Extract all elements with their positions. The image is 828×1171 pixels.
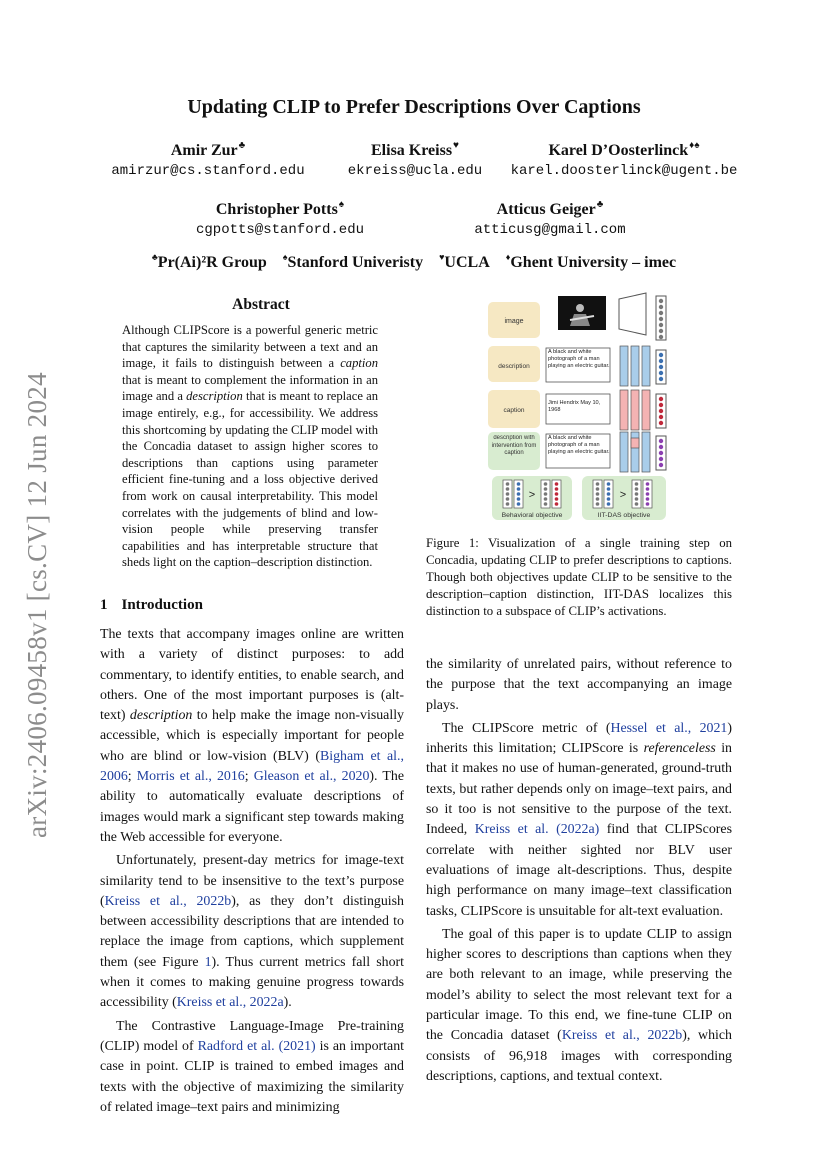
author-block: [330, 136, 500, 181]
abstract-emphasis: caption: [340, 356, 378, 371]
affiliation: [152, 254, 267, 271]
citation-link[interactable]: Kreiss et al. (2022a): [474, 822, 600, 838]
author-email[interactable]: karel.doosterlinck@ugent.be: [510, 163, 738, 179]
text-run: The texts that accompany images online are written with a variety of distinct purposes: to add commentary, to identify entities, to enable search, and others. One of the most important purposes is (alt-text): [100, 627, 404, 724]
citation-link[interactable]: Kreiss et al., 2022a: [176, 995, 284, 1011]
row-text: Jimi Hendrix May 10, 1968: [548, 400, 601, 413]
row-text: A black and white photograph of a man playing an electric guitar.: [548, 435, 610, 455]
citation-link[interactable]: Kreiss et al., 2022b: [561, 1028, 683, 1044]
citation-link[interactable]: Hessel et al., 2021: [610, 720, 728, 736]
author-mark: ♣: [596, 199, 604, 210]
affiliation: [439, 254, 490, 271]
text-run: ).: [283, 995, 292, 1011]
author-email[interactable]: atticusg@gmail.com: [474, 222, 626, 238]
figure-1: [486, 290, 672, 522]
encoder-layer: [631, 346, 639, 386]
author-block: [180, 195, 380, 240]
author-mark: ♦♠: [689, 140, 700, 151]
arxiv-stamp: arXiv:2406.09458v1 [cs.CV] 12 Jun 2024: [22, 372, 52, 838]
encoder-layer: [642, 390, 650, 430]
text-run: ) inherits this limitation; CLIPScore is: [426, 720, 732, 757]
author-email[interactable]: ekreiss@ucla.edu: [347, 163, 483, 179]
figure-ref-link[interactable]: 1: [204, 954, 212, 970]
encoder-layer: [631, 390, 639, 430]
abstract-emphasis: description: [186, 389, 243, 404]
row-label: description: [498, 363, 530, 370]
author-block: [450, 195, 650, 240]
paragraph: [100, 625, 404, 848]
text-run: ), which consists of 96,918 images with corresponding descriptions, captions, and textual context.: [426, 1028, 732, 1084]
author-mark: ♣: [238, 140, 246, 151]
abstract-text: [122, 322, 378, 571]
author-name: Karel D’Oosterlinck: [548, 142, 689, 159]
encoder-layer: [642, 432, 650, 472]
text-run: ). The ability to automatically evaluate descriptions of images would mark a significant step towards making the Web accessible for everyone.: [100, 769, 404, 845]
citation-link[interactable]: Morris et al., 2016: [136, 769, 245, 785]
affiliation-mark: ♥: [439, 252, 445, 262]
paragraph: [426, 719, 732, 922]
paragraph: [100, 1017, 404, 1118]
left-column: [100, 625, 404, 1118]
right-column: [426, 655, 732, 1087]
author-mark: ♠: [338, 199, 345, 210]
author-block: [500, 136, 748, 181]
author-block: [108, 136, 308, 181]
text-emphasis: referenceless: [643, 741, 716, 757]
row-label: image: [504, 318, 524, 325]
row-label: description with intervention from caption: [491, 435, 537, 457]
text-run: to help make the image non-visually accessible, which is especially important for people who are blind or low-vision (BLV) (: [100, 708, 404, 764]
encoder-layer: [642, 346, 650, 386]
text-emphasis: description: [129, 708, 193, 724]
affiliation: [283, 254, 423, 271]
affiliation-name: Stanford Univeristy: [287, 254, 424, 271]
text-run: in that it makes no use of human-generated, ground-truth texts, but rather depends only on image–text pairs, and so it too is not sensitive to the purpose of the text. Indeed,: [426, 741, 733, 838]
author-email[interactable]: amirzur@cs.stanford.edu: [111, 163, 305, 179]
text-run: ;: [127, 769, 137, 785]
text-run: ;: [244, 769, 254, 785]
paragraph: [426, 925, 732, 1087]
citation-link[interactable]: Radford et al. (2021): [197, 1038, 316, 1054]
citation-link[interactable]: Kreiss et al., 2022b: [104, 893, 232, 909]
objective-label: Behavioral objective: [501, 512, 563, 519]
figure-caption: Figure 1: Visualization of a single training step on Concadia, updating CLIP to prefer descriptions to captions. Though both objectives update CLIP to be sensitive to the description–caption distinction, IIT-DAS localizes this distinction to a subspace of CLIP’s activations.: [426, 536, 732, 618]
text-run: is an important case in point. CLIP is trained to embed images and texts with the objective of maximizing the similarity of related image–text pairs and minimizing: [100, 1038, 405, 1115]
section-title: Introduction: [121, 597, 203, 613]
affiliation: [506, 254, 676, 271]
paragraph: [100, 851, 404, 1013]
affiliations: [0, 252, 828, 272]
section-number: 1: [100, 597, 108, 613]
author-name: Christopher Potts: [215, 201, 338, 218]
affiliation-mark: ♠: [282, 252, 288, 262]
intervention-patch: [631, 438, 639, 448]
author-name: Amir Zur: [170, 142, 238, 159]
citation-link[interactable]: Gleason et al., 2020: [253, 769, 370, 785]
abstract-heading: Abstract: [232, 296, 290, 313]
affiliation-mark: ♣: [151, 252, 158, 262]
encoder-layer: [620, 432, 628, 472]
encoder-layer: [620, 390, 628, 430]
comparator: >: [528, 489, 536, 501]
paper-title: Updating CLIP to Prefer Descriptions Over Captions: [187, 96, 641, 118]
objective-label: IIT-DAS objective: [597, 512, 651, 519]
section-heading: [100, 597, 203, 614]
image-encoder: [619, 293, 646, 335]
encoder-layer: [620, 346, 628, 386]
author-email[interactable]: cgpotts@stanford.edu: [195, 222, 365, 238]
abstract-run: that is meant to complement the information in an image and a: [122, 372, 378, 404]
author-name: Elisa Kreiss: [371, 142, 453, 159]
paragraph: the similarity of unrelated pairs, without reference to the purpose that the text accompanying an image plays.: [426, 657, 732, 713]
row-text: A black and white photograph of a man playing an electric guitar.: [548, 349, 610, 369]
text-run: Unfortunately, present-day metrics for image-text similarity tend to be insensitive to the text’s purpose (: [100, 853, 404, 909]
affiliation-name: UCLA: [444, 254, 490, 271]
author-mark: ♥: [453, 140, 459, 151]
text-run: find that CLIPScores correlate with neither sighted nor BLV user evaluations of image alt-descriptions. Thus, despite high performance on many image–text classification tasks, CLIPScore is unsuitable for alt-text evaluation.: [426, 822, 732, 919]
text-run: The CLIPScore metric of (: [442, 720, 611, 736]
comparator: >: [619, 489, 627, 501]
text-run: ). Thus current metrics fall short when it comes to making genuine progress towards accessibility (: [100, 954, 404, 1011]
abstract-run: Although CLIPScore is a powerful generic metric that captures the similarity between a text and an image, it fails to distinguish between a: [122, 323, 378, 371]
affiliation-name: Pr(Ai)²R Group: [157, 254, 267, 271]
text-run: The goal of this paper is to update CLIP to assign higher scores to descriptions than captions when they are both relevant to an image, while preserving the model’s ability to select the most relevant text for a particular image. To this end, we fine-tune CLIP on the Concadia dataset (: [426, 926, 732, 1044]
affiliation-name: Ghent University – imec: [510, 254, 677, 271]
text-run: The Contrastive Language-Image Pre-training (CLIP) model of: [100, 1018, 404, 1054]
author-name: Atticus Geiger: [496, 201, 596, 218]
affiliation-mark: ♦: [505, 252, 511, 262]
row-label: caption: [503, 407, 525, 414]
abstract-run: that is meant to replace an image entirely, e.g., for accessibility. We address this shortcoming by updating the CLIP model with the Concadia dataset to assign higher scores to descriptions than captions using parameter efficient fine-tuning and a loss objective derived from work on causal interpretability. This model correlates with the judgements of blind and low-vision people while preserving transfer capabilities and has interpretable structure that sheds light on the caption–description distinction.: [122, 389, 378, 570]
text-run: ), as they don’t distinguish between accessibility descriptions that are intended to replace the image from captions, which supplement them (see Figure: [100, 893, 404, 970]
citation-link[interactable]: Bigham et al., 2006: [100, 748, 404, 785]
